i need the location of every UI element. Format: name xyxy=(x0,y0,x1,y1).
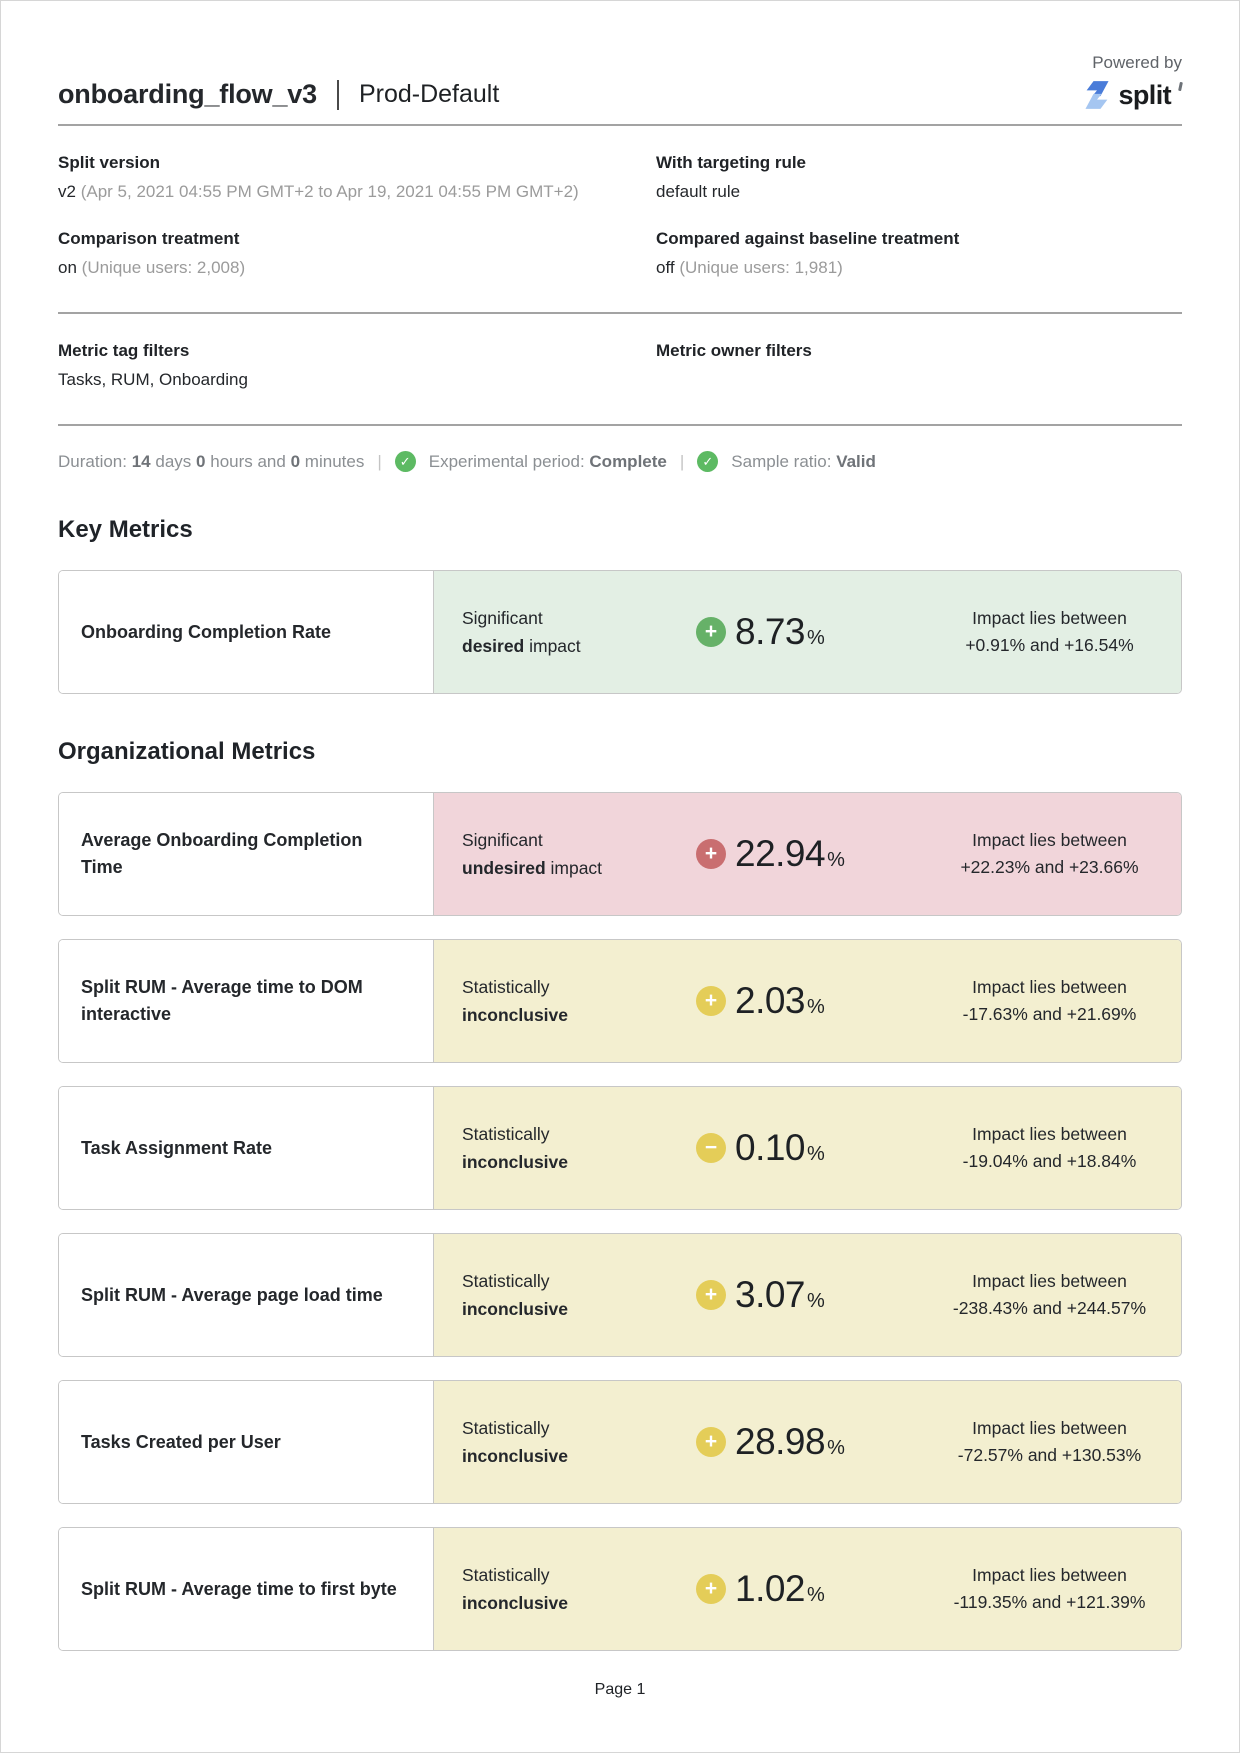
metric-name-panel xyxy=(59,940,434,1062)
field-value-note: (Unique users: 2,008) xyxy=(81,258,246,277)
experiment-status-bar xyxy=(58,451,1182,472)
status-line-2-rest: impact xyxy=(524,636,581,656)
metric-value-text: 1.02 % xyxy=(735,1568,825,1609)
field-label: Metric owner filters xyxy=(656,341,812,360)
metric-value-text: 8.73 % xyxy=(735,611,825,652)
field-metric-owner-filters xyxy=(656,341,1182,390)
metric-value-text: 2.03 % xyxy=(735,980,825,1021)
status-line-1: Statistically xyxy=(462,976,550,997)
metric-value-text: 22.94 % xyxy=(735,833,845,874)
metric-card-task-assignment-rate xyxy=(58,1086,1182,1210)
impact-label: Impact lies between xyxy=(972,607,1127,628)
plus-circle-icon: + xyxy=(696,617,726,647)
powered-by-label: Powered by xyxy=(1092,53,1182,72)
metric-card-rum-time-to-first-byte xyxy=(58,1527,1182,1651)
field-value xyxy=(58,258,656,278)
metric-name: Task Assignment Rate xyxy=(81,1137,273,1158)
field-label: Compared against baseline treatment xyxy=(656,229,960,248)
metric-status xyxy=(462,604,696,661)
metric-result-panel xyxy=(434,793,1181,915)
filters-divider xyxy=(58,424,1182,426)
metric-status xyxy=(462,826,696,883)
status-line-2-bold: inconclusive xyxy=(462,1299,569,1319)
impact-label: Impact lies between xyxy=(972,976,1127,997)
field-label: Split version xyxy=(58,153,161,172)
metric-name: Split RUM - Average time to DOM interactive xyxy=(81,977,363,1024)
field-value-primary: default rule xyxy=(656,182,741,201)
status-line-1: Significant xyxy=(462,607,543,628)
status-line-2-bold: undesired xyxy=(462,858,546,878)
metric-value xyxy=(696,833,940,875)
metric-value xyxy=(696,1568,940,1610)
experimental-period-text: Experimental period: Complete xyxy=(428,451,667,471)
metric-impact-range xyxy=(940,1268,1159,1322)
metric-impact-range xyxy=(940,605,1159,659)
metric-name: Tasks Created per User xyxy=(81,1431,281,1452)
impact-range: -17.63% and +21.69% xyxy=(962,1004,1137,1024)
field-targeting-rule xyxy=(656,153,1182,202)
split-wordmark: split xyxy=(1118,79,1171,110)
metric-result-panel xyxy=(434,571,1181,693)
metric-value xyxy=(696,611,940,653)
metric-name-panel xyxy=(59,1234,434,1356)
impact-range: -119.35% and +121.39% xyxy=(953,1592,1146,1612)
metric-name: Onboarding Completion Rate xyxy=(81,621,331,642)
split-logo-icon xyxy=(1083,80,1111,110)
impact-label: Impact lies between xyxy=(972,1270,1127,1291)
status-line-1: Significant xyxy=(462,829,543,850)
status-line-1: Statistically xyxy=(462,1270,550,1291)
metric-value-text: 0.10 % xyxy=(735,1127,825,1168)
logo-tick-icon xyxy=(1178,82,1183,91)
field-value-note: (Unique users: 1,981) xyxy=(679,258,843,277)
title-group xyxy=(58,79,499,110)
impact-label: Impact lies between xyxy=(972,829,1127,850)
metric-status xyxy=(462,1561,696,1618)
metric-impact-range xyxy=(940,974,1159,1028)
status-line-2-bold: inconclusive xyxy=(462,1446,569,1466)
impact-range: -19.04% and +18.84% xyxy=(962,1151,1137,1171)
title-divider xyxy=(337,80,339,110)
plus-circle-icon: + xyxy=(696,1280,726,1310)
metric-value xyxy=(696,1274,940,1316)
metric-impact-range xyxy=(940,1562,1159,1616)
metric-name-panel xyxy=(59,1381,434,1503)
metric-status xyxy=(462,1414,696,1471)
field-split-version xyxy=(58,153,656,202)
status-line-2-bold: desired xyxy=(462,636,525,656)
field-label: With targeting rule xyxy=(656,153,807,172)
metric-impact-range xyxy=(940,1121,1159,1175)
metric-result-panel xyxy=(434,1234,1181,1356)
field-comparison-treatment xyxy=(58,229,656,278)
metric-name-panel xyxy=(59,793,434,915)
metric-card-tasks-created-per-user xyxy=(58,1380,1182,1504)
impact-label: Impact lies between xyxy=(972,1417,1127,1438)
minus-circle-icon: − xyxy=(696,1133,726,1163)
metric-result-panel xyxy=(434,1528,1181,1650)
sample-ratio-text: Sample ratio: Valid xyxy=(731,451,876,471)
metric-result-panel xyxy=(434,1087,1181,1209)
impact-range: +0.91% and +16.54% xyxy=(965,635,1134,655)
field-value xyxy=(656,182,1182,202)
metric-impact-range xyxy=(940,1415,1159,1469)
metric-result-panel xyxy=(434,1381,1181,1503)
metric-name-panel xyxy=(59,1528,434,1650)
status-line-1: Statistically xyxy=(462,1417,550,1438)
metric-value-text: 28.98 % xyxy=(735,1421,845,1462)
organizational-metrics-heading: Organizational Metrics xyxy=(58,738,316,765)
page-title: onboarding_flow_v3 xyxy=(58,79,317,109)
metric-value xyxy=(696,1421,940,1463)
metric-result-panel xyxy=(434,940,1181,1062)
field-value-note: (Apr 5, 2021 04:55 PM GMT+2 to Apr 19, 2021 04:55 PM GMT+2) xyxy=(80,182,579,201)
split-logo xyxy=(1083,80,1182,110)
impact-label: Impact lies between xyxy=(972,1564,1127,1585)
plus-circle-icon: + xyxy=(696,986,726,1016)
status-line-2-bold: inconclusive xyxy=(462,1005,569,1025)
field-label: Metric tag filters xyxy=(58,341,190,360)
field-value xyxy=(656,258,1182,278)
plus-circle-icon: + xyxy=(696,1427,726,1457)
metric-impact-range xyxy=(940,827,1159,881)
check-circle-icon: ✓ xyxy=(697,451,718,472)
status-line-2-bold: inconclusive xyxy=(462,1152,569,1172)
separator: | xyxy=(377,451,382,471)
status-line-2-rest: impact xyxy=(545,858,603,878)
field-value xyxy=(58,182,656,202)
plus-circle-icon: + xyxy=(696,1574,726,1604)
impact-label: Impact lies between xyxy=(972,1123,1127,1144)
metric-status xyxy=(462,1120,696,1177)
check-circle-icon: ✓ xyxy=(395,451,416,472)
impact-range: -238.43% and +244.57% xyxy=(952,1298,1147,1318)
field-value-primary: off xyxy=(656,258,675,277)
field-metric-tag-filters xyxy=(58,341,656,390)
metric-name: Split RUM - Average page load time xyxy=(81,1284,383,1305)
field-value-primary: on xyxy=(58,258,77,277)
impact-range: -72.57% and +130.53% xyxy=(957,1445,1142,1465)
field-baseline-treatment xyxy=(656,229,1182,278)
field-value-primary: Tasks, RUM, Onboarding xyxy=(58,370,248,389)
key-metrics-list xyxy=(58,570,1182,694)
metric-value xyxy=(696,1127,940,1169)
metric-value xyxy=(696,980,940,1022)
metric-name-panel xyxy=(59,1087,434,1209)
metric-card-rum-page-load-time xyxy=(58,1233,1182,1357)
metric-status xyxy=(462,973,696,1030)
metric-name: Split RUM - Average time to first byte xyxy=(81,1578,397,1599)
metric-name: Average Onboarding Completion Time xyxy=(81,830,363,877)
field-value-primary: v2 xyxy=(58,182,76,201)
page-number: Page 1 xyxy=(594,1681,646,1698)
key-metrics-heading: Key Metrics xyxy=(58,516,193,543)
organizational-metrics-list xyxy=(58,792,1182,1651)
metric-status xyxy=(462,1267,696,1324)
impact-range: +22.23% and +23.66% xyxy=(960,857,1139,877)
field-label: Comparison treatment xyxy=(58,229,240,248)
report-header xyxy=(58,79,1182,110)
status-line-1: Statistically xyxy=(462,1123,550,1144)
metric-card-average-onboarding-completion-time xyxy=(58,792,1182,916)
meta-section xyxy=(58,126,1182,278)
field-value xyxy=(656,370,1182,390)
filters-section xyxy=(58,314,1182,390)
metric-card-rum-dom-interactive xyxy=(58,939,1182,1063)
plus-circle-icon: + xyxy=(696,839,726,869)
environment-name: Prod-Default xyxy=(358,80,500,108)
duration-text: Duration: 14 days 0 hours and 0 minutes xyxy=(58,451,365,471)
separator: | xyxy=(679,451,685,471)
field-value xyxy=(58,370,656,390)
metric-name-panel xyxy=(59,571,434,693)
status-line-1: Statistically xyxy=(462,1564,550,1585)
status-line-2-bold: inconclusive xyxy=(462,1593,569,1613)
metric-value-text: 3.07 % xyxy=(735,1274,825,1315)
metric-card-onboarding-completion-rate xyxy=(58,570,1182,694)
